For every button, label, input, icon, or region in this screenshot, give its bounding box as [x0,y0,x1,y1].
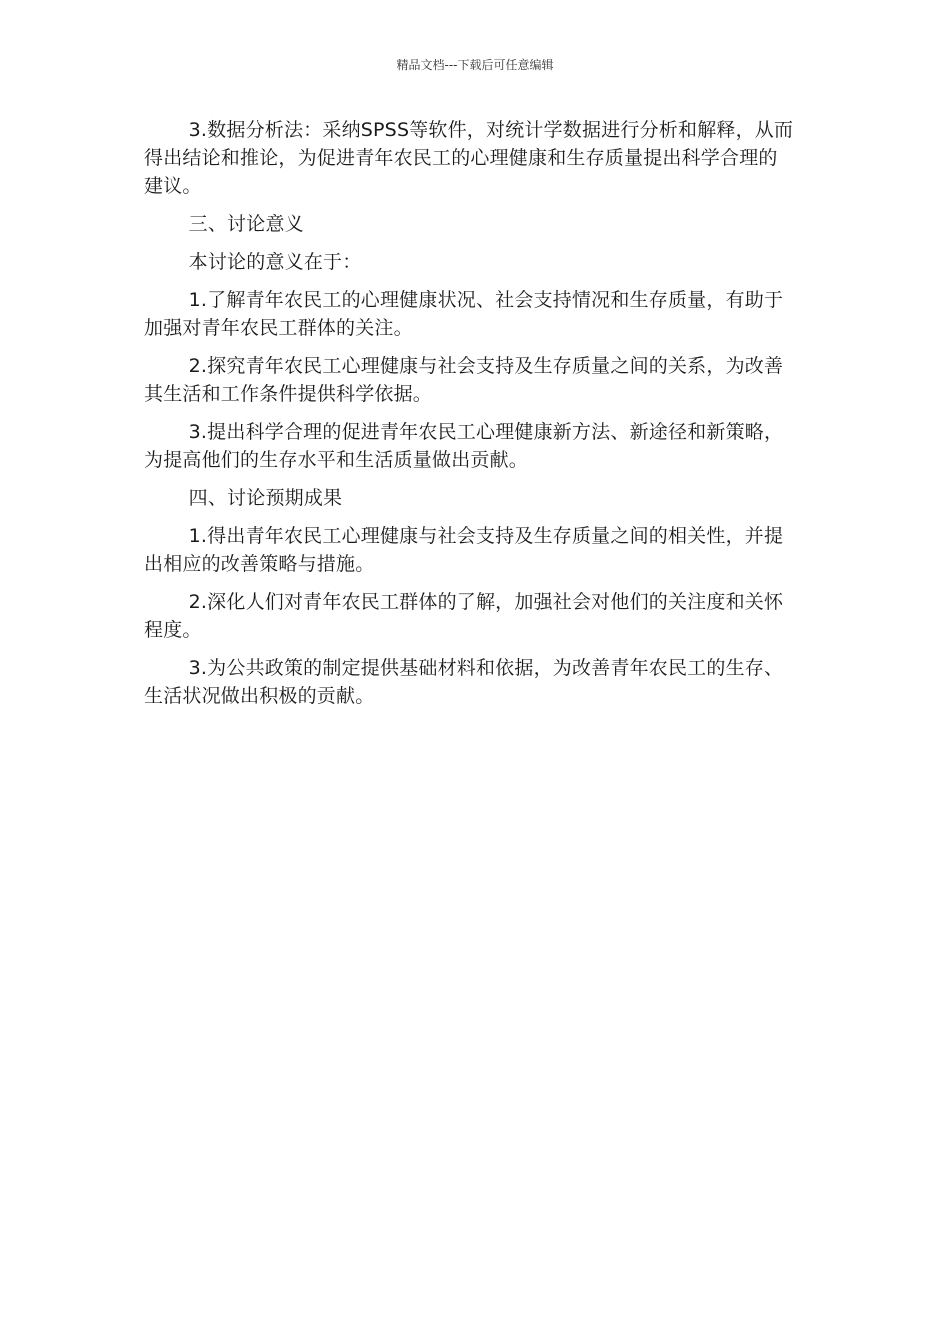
paragraph-expected-result-3: 3.为公共政策的制定提供基础材料和依据，为改善青年农民工的生存、生活状况做出积极的贡献。 [144,657,784,707]
paragraph-expected-result-1: 1.得出青年农民工心理健康与社会支持及生存质量之间的相关性，并提出相应的改善策略与措施。 [144,525,784,575]
paragraph-significance-intro: 本讨论的意义在于： [188,251,362,273]
page-header: 精品文档---下载后可任意编辑 [396,58,554,72]
paragraph-significance-1: 1.了解青年农民工的心理健康状况、社会支持情况和生存质量，有助于加强对青年农民工群体的关注。 [144,289,784,339]
section-heading-expected-results: 四、讨论预期成果 [188,487,343,509]
paragraph-significance-2: 2.探究青年农民工心理健康与社会支持及生存质量之间的关系，为改善其生活和工作条件提供科学依据。 [144,355,784,405]
section-heading-significance: 三、讨论意义 [188,213,304,235]
paragraph-significance-3: 3.提出科学合理的促进青年农民工心理健康新方法、新途径和新策略，为提高他们的生存水平和生活质量做出贡献。 [144,421,784,471]
paragraph-expected-result-2: 2.深化人们对青年农民工群体的了解，加强社会对他们的关注度和关怀程度。 [144,591,784,641]
document-body [144,116,794,720]
paragraph-data-analysis-method: 3.数据分析法：采纳SPSS等软件，对统计学数据进行分析和解释，从而得出结论和推论，为促进青年农民工的心理健康和生存质量提出科学合理的建议。 [144,119,794,197]
